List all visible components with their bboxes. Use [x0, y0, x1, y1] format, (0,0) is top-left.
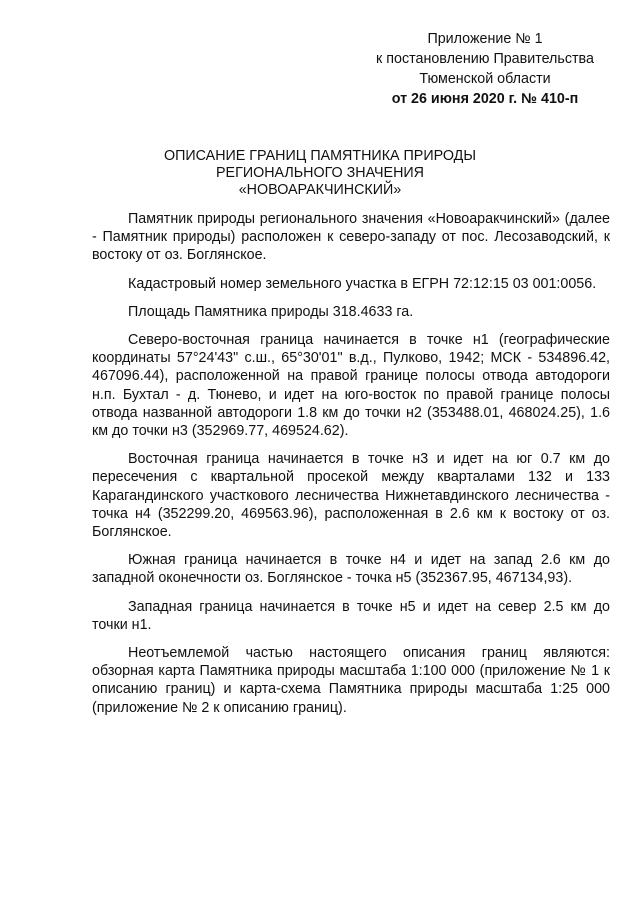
appendix-reference: к постановлению Правительства — [376, 51, 594, 67]
appendix-header — [360, 29, 610, 109]
paragraph-northeast-border: Северо-восточная граница начинается в точке н1 (географические координаты 57°24'43" с.ш., 65°30'01" в.д., Пулково, 1942; МСК - 534896.42, 467096.44), расположенной на правой границе полосы отвода автодороги н.п. Бухтал - д. Тюнево, и идет на юго-восток по правой границе полосы отвода названной автодороги 1.8 км до точки н2 (353488.01, 468024.25), 1.6 км до точки н3 (352969.77, 469524.62). — [92, 332, 610, 440]
appendix-number: Приложение № 1 — [427, 31, 543, 47]
paragraph-west-border: Западная граница начинается в точке н5 и идет на север 2.5 км до точки н1. — [92, 598, 610, 633]
document-body — [92, 210, 610, 727]
paragraph-east-border: Восточная граница начинается в точке н3 и идет на юг 0.7 км до пересечения с квартальной просекой между кварталами 132 и 133 Карагандинского участкового лесничества Нижнетавдинского лесничества - точка н4 (352299.20, 469563.96), расположенная в 2.6 км к востоку от оз. Боглянское. — [92, 451, 610, 541]
appendix-date: от 26 июня 2020 г. № 410-п — [391, 91, 579, 107]
title-line-2: РЕГИОНАЛЬНОГО ЗНАЧЕНИЯ — [216, 165, 424, 181]
paragraph-south-border: Южная граница начинается в точке н4 и идет на запад 2.6 км до западной оконечности оз. Боглянское - точка н5 (352367.95, 467134,93). — [92, 552, 610, 587]
paragraph-area: Площадь Памятника природы 318.4633 га. — [128, 303, 414, 320]
title-line-3: «НОВОАРАКЧИНСКИЙ» — [238, 182, 402, 198]
appendix-region: Тюменской области — [419, 71, 551, 87]
paragraph-cadastral-number: Кадастровый номер земельного участка в ЕГРН 72:12:15 03 001:0056. — [128, 275, 597, 292]
document-title — [120, 148, 520, 199]
paragraph-attachments: Неотъемлемой частью настоящего описания границ являются: обзорная карта Памятника природы масштаба 1:100 000 (приложение № 1 к описанию границ) и карта-схема Памятника природы масштаба 1:25 000 (приложение № 2 к описанию границ). — [92, 645, 610, 716]
paragraph-intro: Памятник природы регионального значения «Новоаракчинский» (далее - Памятник природы) расположен к северо-западу от пос. Лесозаводский, к востоку от оз. Боглянское. — [92, 211, 610, 264]
title-line-1: ОПИСАНИЕ ГРАНИЦ ПАМЯТНИКА ПРИРОДЫ — [163, 148, 476, 164]
